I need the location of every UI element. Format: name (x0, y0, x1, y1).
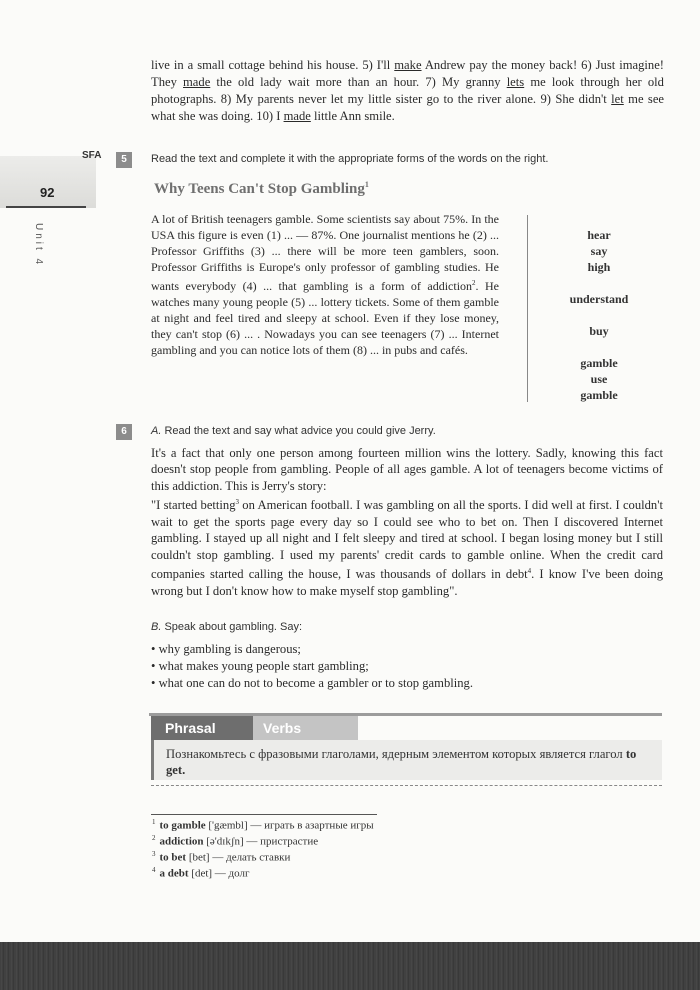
part-a-text: Read the text and say what advice you could give Jerry. (164, 425, 436, 437)
underlined-verb: make (394, 58, 422, 72)
bullet-text: why gambling is dangerous; (158, 642, 301, 656)
word-understand: understand (569, 292, 629, 306)
word-gamble: gamble (580, 356, 618, 370)
footnote-number: 3 (152, 850, 156, 858)
title-text: Why Teens Can't Stop Gambling (154, 181, 365, 197)
underlined-verb: let (611, 92, 624, 106)
footnote-2 (152, 834, 318, 848)
bullet-item: • what makes young people start gambling; (151, 659, 369, 673)
footnote-definition: [bet] — делать ставки (186, 851, 291, 864)
text-run: . I know I've been doing wrong but I don't know how to make myself stop gambling". (151, 567, 663, 598)
text-run: little Ann smile. (310, 109, 395, 123)
exercise-5-instruction: Read the text and complete it with the appropriate forms of the words on the right. (151, 153, 549, 165)
part-b-instruction (151, 621, 302, 633)
text-run: on American football. I was gambling on all the sports. I did well at first. I couldn't wait to get the sports page every day so I could see who to bet on. Then I discovered Internet gambling. I stayed up all night and I felt sleepy and tired at school. I began losing money but I still couldn't stop gambling. I used my parents' credit cards to gamble online. When the credit card companies started calling the house, I was thousands of dollars in debt (151, 498, 663, 582)
exercise-6-badge: 6 (116, 424, 132, 440)
exercise-5-text (151, 211, 499, 358)
footnote-definition: [det] — долг (188, 867, 250, 880)
footnote-term: a debt (159, 867, 189, 880)
verbs-tab: Verbs (253, 716, 358, 740)
footnote-definition: ['gæmbl] — играть в азартные игры (205, 819, 374, 832)
word-say: say (590, 244, 608, 258)
phrasal-verbs-text (166, 746, 654, 778)
footnote-marker: 3 (235, 498, 239, 507)
text-run: me look through her old photographs. 8) My parents never let my little sister go to the river alone. 9) She didn't (151, 75, 664, 106)
footnote-term: to gamble (159, 819, 206, 832)
bullet-item: • why gambling is dangerous; (151, 642, 301, 656)
underlined-verb: lets (506, 75, 525, 89)
part-b-label: B. (151, 621, 162, 633)
text-run: live in a small cottage behind his house. 5) I'll (151, 58, 395, 72)
text-run: A lot of British teenagers gamble. Some scientists say about 75%. In the USA this figure is even (1) ... — 87%. One journalist mentions he (2) ... Professor Griffiths (3) ... there will be more teen gamblers, soon. Professor Griffiths is Europe's only professor of gambling studies. He wants everybody (4) ... that gambling is a form of addiction (151, 212, 499, 293)
footnote-rule (151, 814, 377, 815)
exercise-5-title (154, 180, 369, 198)
word-use: use (590, 372, 608, 386)
text-run: me see what she was doing. 10) I (151, 92, 665, 123)
text-run: "I started betting (151, 498, 236, 513)
word-buy: buy (589, 324, 609, 338)
part-a-label: A. (151, 425, 162, 437)
word-hear: hear (587, 228, 611, 242)
text-run: It's a fact that only one person among fourteen million wins the lottery. Sadly, knowing this fact doesn't stop people from gambling. People of all ages gamble. A lot of teenagers become victims of this addiction. This is Jerry's story: (151, 446, 663, 493)
phrasal-verbs-left-bar (151, 740, 154, 780)
word-high: high (587, 260, 611, 274)
footnote-marker: 1 (364, 180, 369, 189)
exercise-6-text (151, 445, 663, 599)
underlined-verb: made (283, 109, 311, 123)
top-paragraph (151, 57, 664, 125)
exercise-6-instruction (151, 425, 436, 437)
exercise-5-badge: 5 (116, 152, 132, 168)
footnote-3 (152, 850, 290, 864)
phrasal-tab: Phrasal (151, 716, 253, 740)
word-gamble-2: gamble (580, 388, 618, 402)
footnote-number: 4 (152, 866, 156, 874)
sfa-label: SFA (82, 150, 102, 161)
bullet-text: what one can do not to become a gambler or to stop gambling. (158, 676, 473, 690)
text-run: the old lady wait more than an hour. 7) My granny (210, 75, 507, 89)
text-run: . He watches many young people (5) ... lottery tickets. Some of them gamble at night and feel tired and sleepy at school. Even if they lose money, they can't stop (6) ... . Nowadays you can see teenagers (7) ... Internet gambling and you can notice lots of them (8) ... in pubs and cafés. (151, 279, 499, 357)
footnote-term: to bet (159, 851, 187, 864)
bullet-item: • what one can do not to become a gambler or to stop gambling. (151, 676, 473, 690)
footnote-marker: 4 (527, 567, 532, 576)
bottom-band (0, 942, 700, 990)
underlined-verb: made (183, 75, 211, 89)
footnote-number: 1 (152, 818, 156, 826)
margin-shade (0, 156, 96, 208)
footnote-number: 2 (152, 834, 156, 842)
footnote-definition: [ə'dɪkʃn] — пристрастие (203, 835, 319, 848)
footnote-4 (152, 866, 250, 880)
footnote-marker: 2 (472, 279, 476, 287)
text-run: Познакомьтесь с фразовыми глаголами, ядерным элементом которых является глагол (166, 747, 623, 761)
margin-rule (6, 206, 86, 208)
key-verb: to get. (166, 747, 637, 777)
part-b-text: Speak about gambling. Say: (164, 621, 303, 633)
bullet-text: what makes young people start gambling; (158, 659, 369, 673)
word-column-divider (527, 215, 528, 402)
dotted-divider (151, 785, 662, 786)
text-run: Andrew pay the money back! 6) Just imagine! They (151, 58, 664, 89)
footnote-term: addiction (159, 835, 204, 848)
page-number: 92 (40, 185, 55, 200)
footnote-1 (152, 818, 374, 832)
unit-label: Unit 4 (33, 223, 44, 268)
